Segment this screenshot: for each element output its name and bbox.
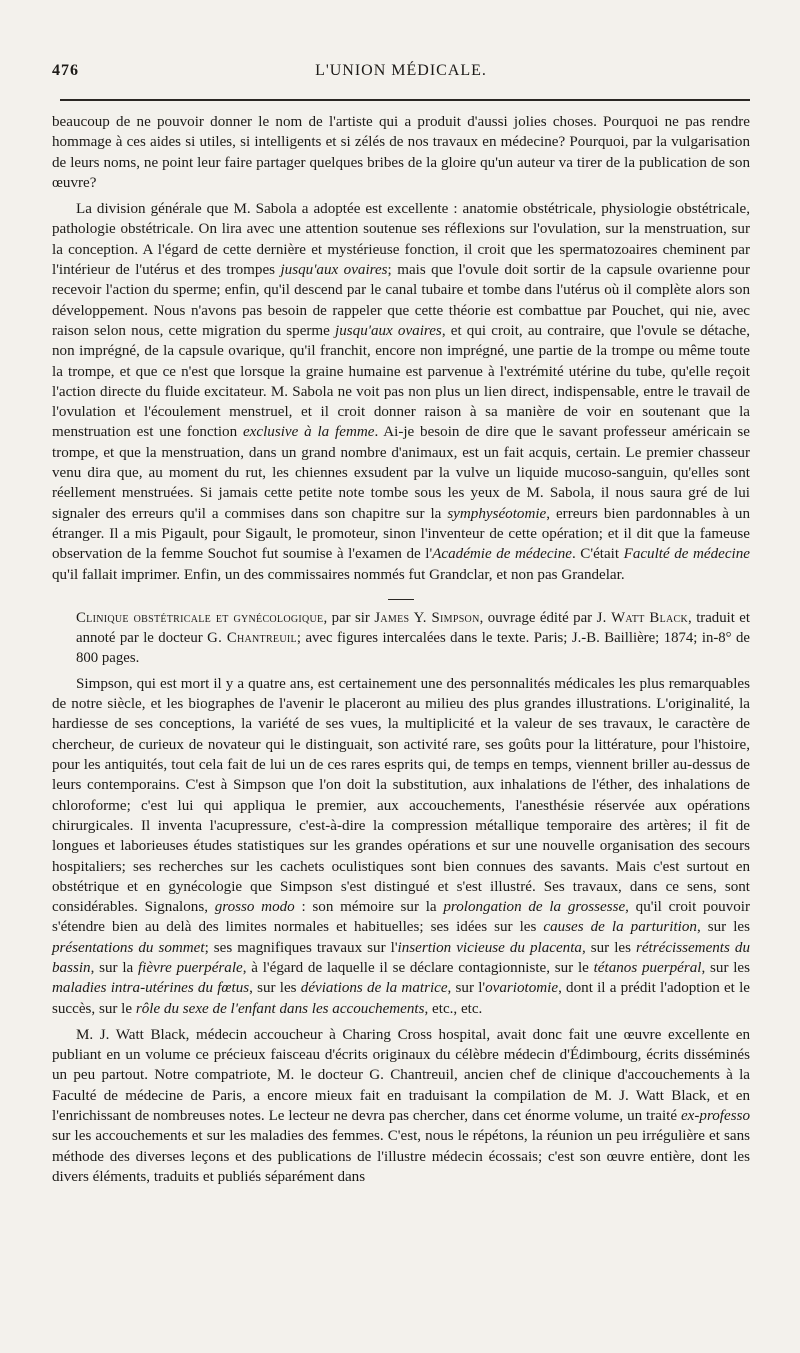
text-run: , par sir	[323, 609, 375, 626]
paragraph-sabola	[52, 199, 750, 585]
text-run: : son mémoire sur la	[294, 899, 444, 916]
text-run: , sur la	[90, 959, 138, 976]
italic-run: présentations du sommet	[52, 939, 205, 956]
text-run: ; ses magnifiques travaux sur l'	[204, 939, 398, 956]
italic-run: exclusive à la femme	[242, 424, 375, 441]
text-run: , sur les	[696, 919, 750, 936]
italic-run: Faculté de médecine	[623, 546, 750, 563]
text-run: . Ai-je besoin de dire que le savant professeur américain se trompe, et que la menstruation, dans un grand nombre d'animaux, est un fait acquis, certain. Le premier chasseur venu dira que, au moment du rut, les chiennes exsudent par la vulve un liquide mucoso-sanguin, qu'elles sont réellement menstruées. Si jamais cette petite note tombe sous les yeux de M. Sabola, il nous saura gré de lui signaler des erreurs qu'il a commises dans son chapitre sur la	[52, 424, 750, 522]
italic-run: rétrécissements du bassin	[52, 939, 750, 976]
italic-run: insertion vicieuse du placenta	[397, 939, 582, 956]
text-run: M. J. Watt Black, médecin accoucheur à Charing Cross hospital, avait donc fait une œuvre excellente en publiant en un volume ce précieux faisceau d'écrits originaux du célèbre médecin d'Édimbourg, écrits disséminés un peu partout. Notre compatriote, M. le docteur G. Chantreuil, ancien chef de clinique d'accouchements à la Faculté de médecine de Paris, a encore mieux fait en traduisant la compilation de M. J. Watt Black, et en l'enrichissant de nombreuses notes. Le lecteur ne devra pas chercher, dans cet énorme volume, un traité	[52, 1026, 750, 1125]
text-run: , sur les	[249, 980, 301, 997]
text-run: , traduit et annoté par le docteur	[76, 609, 750, 646]
text-run: ; avec figures intercalées dans le texte. Paris; J.-B. Baillière; 1874; in-8° de 800 pages.	[76, 629, 750, 666]
text-run: , et qui croit, au contraire, que l'ovule se détache, non imprégné, de la capsule ovarique, qu'il franchit, encore non imprégné, une partie de la trompe ou même toute la trompe, et que ce n'est que lorsque la graine humaine est parvenue à l'extrémité utérine du tube, qu'elle reçoit l'action directe du fluide excitateur. M. Sabola ne voit pas non plus un lien direct, indispensable, entre le travail de l'ovulation et l'écoulement menstruel, et il croit donner raison à sa manière de voir en soutenant que la menstruation est une fonction	[52, 322, 750, 441]
text-run: , erreurs bien pardonnables à un étranger. Il a mis Pigault, pour Sigault, le promoteur, sinon l'inventeur de cette opération; et il dit que la fameuse observation de la femme Souchot fut soumise à l'examen de l'	[52, 505, 751, 563]
text-run: , etc., etc.	[424, 1000, 483, 1017]
italic-run: Académie de médecine	[432, 546, 572, 563]
italic-run: jusqu'aux ovaires	[335, 322, 442, 339]
italic-run: jusqu'aux ovaires	[280, 262, 388, 279]
italic-run: déviations de la matrice	[300, 980, 448, 997]
italic-run: symphyséotomie	[447, 505, 547, 522]
italic-run: fièvre puerpérale	[137, 959, 243, 976]
book-title: Clinique obstétricale et gynécologique	[76, 609, 324, 626]
italic-run: maladies intra-utérines du fœtus	[52, 980, 250, 997]
italic-run: tétanos puerpéral	[593, 959, 702, 976]
italic-run: grosso modo	[214, 899, 295, 916]
paragraph-watt-black	[52, 1025, 750, 1187]
page-header	[52, 62, 750, 86]
text-run: La division générale que M. Sabola a adoptée est excellente : anatomie obstétricale, physiologie obstétricale, pathologie obstétricale. On lira avec une attention soutenue ses réflexions sur l'ovulation, sur la menstruation, sur la conception. A l'égard de cette dernière et mystérieuse fonction, il croit que les spermatozoaires cheminent par l'intérieur de l'utérus et des trompes	[52, 201, 750, 279]
text-run: , sur l'	[447, 980, 486, 997]
text-run: , qu'il croit pouvoir s'étendre bien au delà des limites normales et habituelles; ses idées sur les	[52, 899, 750, 936]
translator-name: G. Chantreuil	[207, 629, 297, 646]
text-run: . C'était	[571, 546, 624, 563]
running-title: L'UNION MÉDICALE.	[315, 62, 487, 79]
editor-name: J. Watt Black	[596, 609, 689, 626]
text-run: qu'il fallait imprimer. Enfin, un des commissaires nommés fut Grandclar, et non pas Grandelar.	[52, 566, 625, 583]
author-name: James Y. Simpson	[374, 609, 480, 626]
text-run: , dont il a prédit l'adoption et le succès, sur le	[52, 980, 750, 1017]
italic-run: causes de la parturition	[543, 919, 697, 936]
italic-run: prolongation de la grossesse	[443, 899, 626, 916]
italic-run: rôle du sexe de l'enfant dans les accouchements	[135, 1000, 425, 1017]
italic-run: ex-professo	[680, 1108, 750, 1125]
book-review-heading	[52, 608, 750, 668]
text-run: , sur les	[701, 959, 750, 976]
text-run: , à l'égard de laquelle il se déclare contagionniste, sur le	[242, 959, 594, 976]
paragraph-continuation: beaucoup de ne pouvoir donner le nom de l'artiste qui a produit d'aussi jolies choses. Pourquoi ne pas rendre hommage à ces aides si utiles, si intelligents et si zélés de nos travaux en médecine? Pourquoi, par la vulgarisation de leurs noms, ne point leur faire partager quelques bribes de la gloire qu'un auteur va tirer de la publication de son œuvre?	[52, 114, 750, 191]
text-run: , ouvrage édité par	[479, 609, 597, 626]
text-run: Simpson, qui est mort il y a quatre ans, est certainement une des personnalités médicales les plus remarquables de notre siècle, et les biographes de l'avenir le placeront au milieu des plus grandes illustrations. L'originalité, la hardiesse de ses conceptions, la variété de ses vues, la multiplicité et la valeur de ses travaux, le caractère de chercheur, de curieux de novateur qui le distinguait, son activité rare, ses goûts pour la littérature, pour l'histoire, pour les antiquités, tout cela fait de lui un de ces rares esprits qui, de temps en temps, viennent briller au-dessus de leurs contemporains. C'est à Simpson que l'on doit la substitution, aux inhalations de l'éther, des inhalations de chloroforme; c'est lui qui appliqua le premier, aux accouchements, l'anesthésie réservée aux opérations chirurgicales. Il inventa l'acupressure, c'est-à-dire la compression métallique temporaire des artères; il fit de longues et laborieuses études statistiques sur les grandes opérations et sur une nouvelle organisation des secours hospitaliers; ses recherches sur les cachets oculistiques sont bien connues des savants. Mais c'est surtout en obstétrique et en gynécologie que Simpson s'est distingué et s'est illustré. Ses travaux, dans ce sens, sont considérables. Signalons,	[52, 675, 750, 916]
text-run: sur les accouchements et sur les maladies des femmes. C'est, nous le répétons, la réunion un peu irrégulière et sans méthode des diverses leçons et des publications de l'illustre médecin écossais; c'est son œuvre entière, dont les divers éléments, traduits et publiés séparément dans	[52, 1128, 750, 1185]
header-rule	[60, 99, 750, 101]
text-run: ; mais que l'ovule doit sortir de la capsule ovarienne pour recevoir l'action du sperme; enfin, qu'il descend par le canal tubaire et tombe dans l'utérus où il complète alors son développement. Nous n'avons pas besoin de rappeler que cette théorie est combattue par Pouchet, qui nie, avec raison selon nous, cette migration du sperme	[52, 262, 750, 339]
italic-run: ovariotomie	[485, 980, 559, 997]
text-run: , sur les	[581, 939, 636, 956]
page-body	[52, 112, 750, 1187]
paragraph-simpson	[52, 674, 750, 1019]
page-number: 476	[52, 62, 79, 79]
section-divider	[388, 599, 414, 600]
